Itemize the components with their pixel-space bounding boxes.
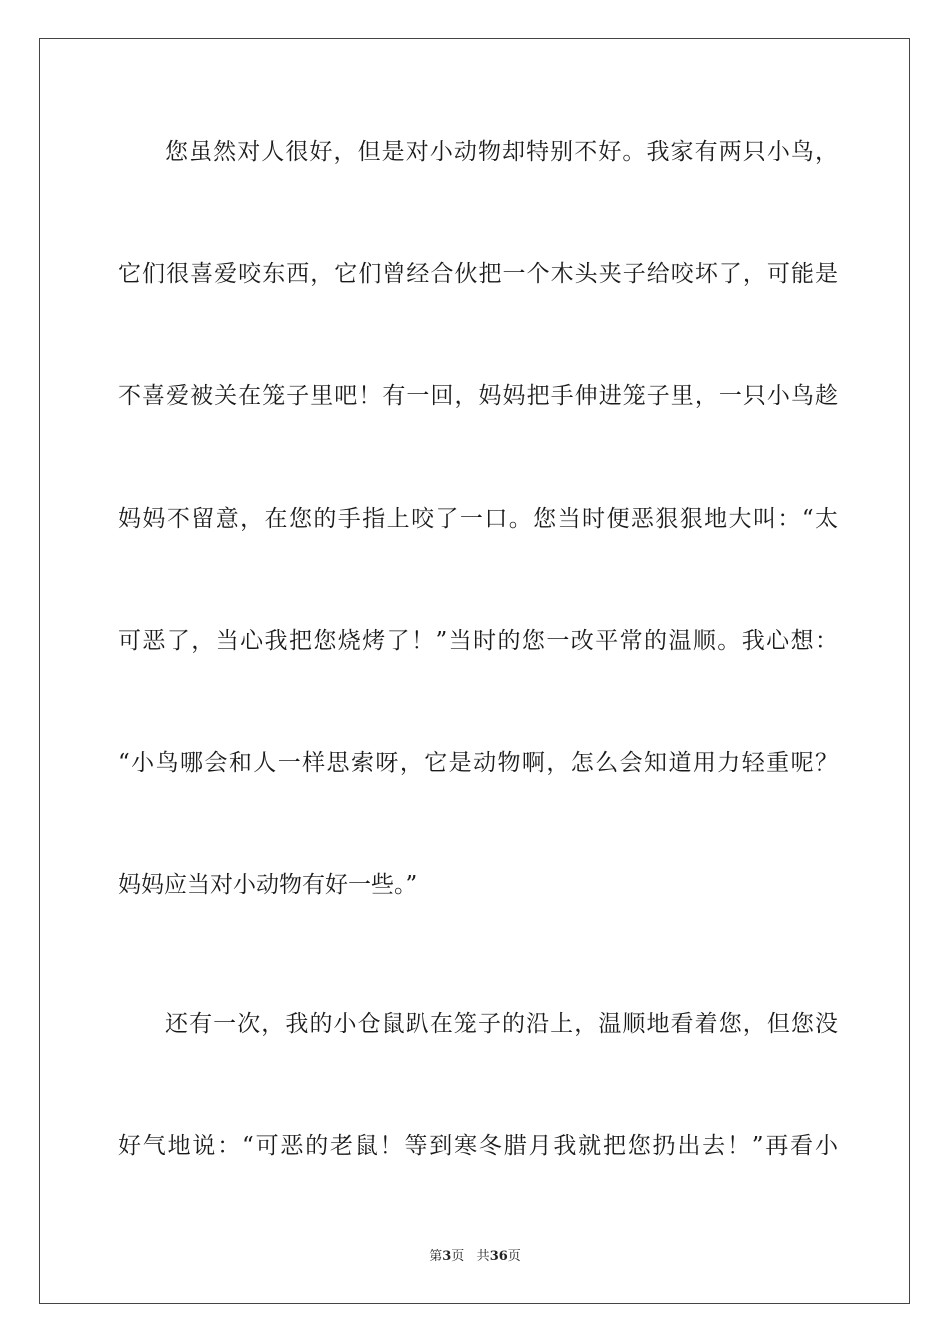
total-pages: 36 [489, 1249, 508, 1264]
page-border [39, 38, 910, 1304]
page-number: 3 [442, 1249, 452, 1264]
total-suffix: 页 [507, 1249, 521, 1264]
page-prefix: 第 [429, 1249, 443, 1264]
paragraph-2-line-1: 还有一次，我的小仓鼠趴在笼子的沿上，温顺地看着您，但您没 [165, 1011, 838, 1037]
paragraph-2-line-2: 好气地说：“可恶的老鼠！等到寒冬腊月我就把您扔出去！”再看小 [118, 1133, 838, 1159]
paragraph-1-line-3: 不喜爱被关在笼子里吧！有一回，妈妈把手伸进笼子里，一只小鸟趁 [118, 383, 838, 409]
paragraph-1-line-5: 可恶了，当心我把您烧烤了！”当时的您一改平常的温顺。我心想： [118, 628, 838, 654]
paragraph-1-line-7: 妈妈应当对小动物有好一些。” [118, 872, 418, 898]
total-prefix: 共 [476, 1249, 490, 1264]
paragraph-1-line-2: 它们很喜爱咬东西，它们曾经合伙把一个木头夹子给咬坏了，可能是 [118, 261, 838, 287]
page-suffix: 页 [451, 1249, 465, 1264]
paragraph-1-line-6: “小鸟哪会和人一样思索呀，它是动物啊，怎么会知道用力轻重呢？ [118, 750, 838, 776]
page-footer [0, 1245, 950, 1264]
paragraph-1-line-1: 您虽然对人很好，但是对小动物却特别不好。我家有两只小鸟， [165, 139, 838, 165]
paragraph-1-line-4: 妈妈不留意，在您的手指上咬了一口。您当时便恶狠狠地大叫：“太 [118, 506, 838, 532]
